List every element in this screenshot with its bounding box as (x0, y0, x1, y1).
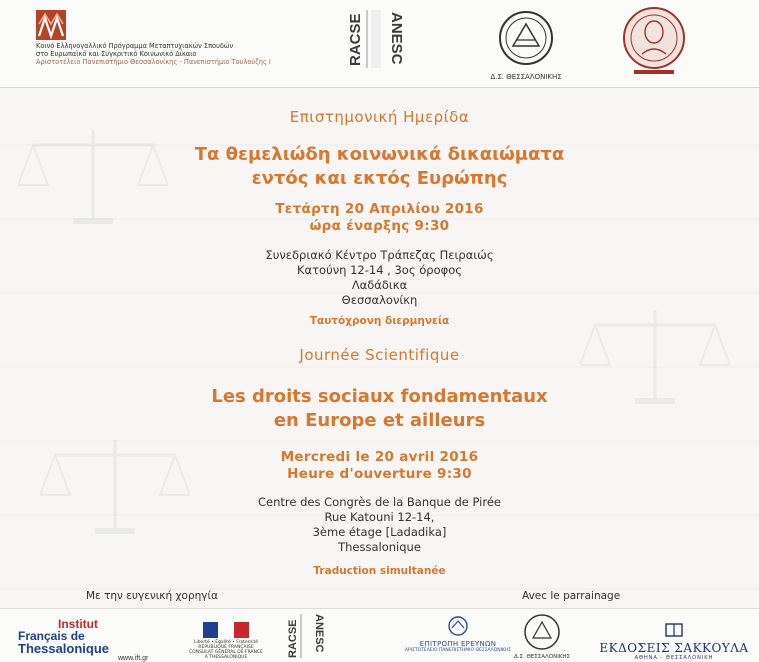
ereunon-line-1: ΕΠΙΤΡΟΠΗ ΕΡΕΥΝΩΝ (419, 640, 497, 648)
french-venue-line-3: 3ème étage [Ladadika] (312, 525, 447, 539)
french-venue-line-2: Rue Katouni 12-14, (324, 510, 435, 524)
ereunon-line-2: ΑΡΙΣΤΟΤΕΛΕΙΟ ΠΑΝΕΠΙΣΤΗΜΙΟ ΘΕΣΣΑΛΟΝΙΚΗΣ (404, 648, 512, 653)
greek-venue-line-1: Συνεδριακό Κέντρο Τράπεζας Πειραιώς (265, 248, 494, 262)
dikigoriko-syllogos-footer-logo (514, 612, 570, 662)
greek-start-time: ώρα έναρξης 9:30 (309, 218, 450, 234)
french-venue-line-4: Thessalonique (338, 540, 421, 554)
auth-seal-logo (622, 6, 686, 76)
greek-interpretation: Ταυτόχρονη διερμηνεία (309, 315, 450, 327)
anesc-text: ANESC (388, 12, 405, 65)
sakkoula-line-1: ΕΚΔΟΣΕΙΣ ΣΑΚΚΟΥΛΑ (599, 641, 749, 655)
racse-text: RACSE (347, 13, 364, 66)
racse-anesc-footer-logo (284, 612, 348, 662)
program-logo (36, 10, 66, 40)
ereunon-emblem-icon (445, 616, 471, 636)
sponsor-label-greek: Με την ευγενική χορηγία (86, 590, 218, 602)
greek-subtitle: Επιστημονική Ημερίδα (289, 108, 470, 126)
ds-footer-caption: Δ.Σ. ΘΕΣΣΑΛΟΝΙΚΗΣ (514, 654, 570, 660)
ds-caption: Δ.Σ. ΘΕΣΣΑΛΟΝΙΚΗΣ (490, 73, 562, 81)
ift-line-3: Thessalonique (18, 641, 110, 656)
org-line-2: στο Ευρωπαϊκό και Συγκριτικό Κοινωνικό Δίκαιο (36, 50, 197, 58)
greek-venue-line-2: Κατούνη 12-14 , 3ος όροφος (297, 263, 462, 277)
consulat-line-2: RÉPUBLIQUE FRANÇAISE (198, 645, 254, 650)
sakkoula-line-2: ΑΘΗΝΑ - ΘΕΣΣΑΛΟΝΙΚΗ (634, 655, 714, 661)
epitropi-ereunon-logo (404, 616, 512, 653)
institut-francais-logo (18, 618, 156, 662)
greek-date: Τετάρτη 20 Απριλίου 2016 (275, 201, 484, 217)
sponsor-label-french: Avec le parrainage (522, 590, 621, 602)
french-title-line-2: en Europe et ailleurs (273, 410, 486, 431)
french-flag-icon (203, 622, 249, 638)
dikigoriko-syllogos-logo (487, 8, 565, 82)
consulat-logo (186, 622, 266, 660)
french-interpretation: Traduction simultanée (313, 565, 446, 577)
consulat-line-4: À THESSALONIQUE (204, 655, 248, 660)
org-line-1: Κοινό Ελληνογαλλικό Πρόγραμμα Μεταπτυχιακών Σπουδών (36, 42, 234, 50)
racse-anesc-logo (346, 8, 432, 70)
french-title-line-1: Les droits sociaux fondamentaux (211, 386, 548, 407)
ift-line-2: Français de (18, 629, 85, 643)
org-line-3: Αριστοτέλειο Πανεπιστήμιο Θεσσαλονίκης - Πανεπιστήμιο Τουλούζης Ι (36, 58, 271, 66)
french-date: Mercredi le 20 avril 2016 (280, 449, 479, 465)
anesc-footer-text: ANESC (313, 614, 325, 653)
greek-title-line-1: Τα θεμελιώδη κοινωνικά δικαιώματα (194, 144, 565, 165)
racse-footer-text: RACSE (287, 619, 299, 658)
french-subtitle: Journée Scientifique (299, 346, 460, 364)
french-venue-line-1: Centre des Congrès de la Banque de Pirée (258, 495, 501, 509)
greek-venue-line-4: Θεσσαλονίκη (341, 293, 418, 307)
consulat-line-1: Liberté • Égalité • Fraternité (193, 640, 259, 645)
sakkoula-logo (596, 622, 752, 661)
greek-venue-line-3: Λαδάδικα (351, 278, 408, 292)
ift-url: www.ift.gr (118, 655, 149, 662)
sakkoula-emblem-icon (665, 623, 683, 637)
greek-title-line-2: εντός και εκτός Ευρώπης (251, 168, 508, 189)
ift-line-1: Institut (58, 617, 98, 631)
program-name (36, 42, 336, 66)
french-start-time: Heure d'ouverture 9:30 (287, 466, 472, 482)
consulat-line-3: CONSULAT GÉNÉRAL DE FRANCE (189, 650, 263, 655)
header-logos (0, 0, 759, 88)
